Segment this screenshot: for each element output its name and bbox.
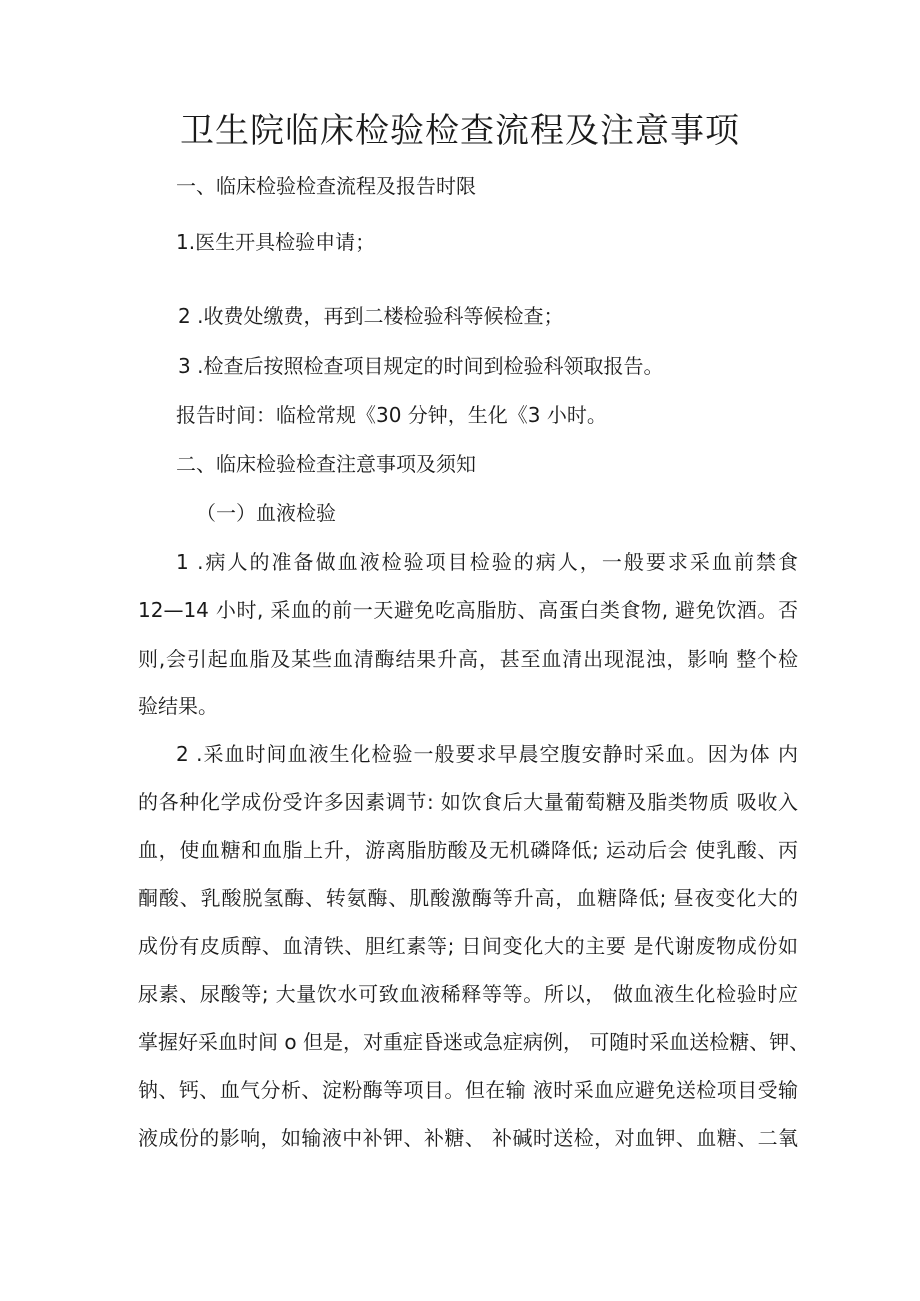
subsection-heading: （一）血液检验	[196, 501, 336, 525]
paragraph-line: 1 .病人的准备做血液检验项目检验的病人，一般要求采血前禁食	[176, 550, 798, 574]
list-item: 1.医生开具检验申请；	[176, 230, 376, 254]
paragraph-line: 2 .采血时间血液生化检验一般要求早晨空腹安静时采血。因为体 内	[176, 742, 798, 766]
list-item: 2 .收费处缴费，再到二楼检验科等候检查；	[178, 304, 564, 328]
paragraph-line: 成份有皮质醇、血清铁、胆红素等; 日间变化大的主要 是代谢废物成份如	[138, 934, 798, 958]
paragraph-line: 的各种化学成份受许多因素调节: 如饮食后大量葡萄糖及脂类物质 吸收入	[138, 790, 798, 814]
paragraph-line: 验结果。	[138, 694, 218, 718]
paragraph-line: 酮酸、乳酸脱氢酶、转氨酶、肌酸激酶等升高，血糖降低; 昼夜变化大的	[138, 886, 798, 910]
section-heading: 一、临床检验检查流程及报告时限	[176, 174, 476, 198]
report-time-text: 报告时间：临检常规《30 分钟，生化《3 小时。	[176, 403, 607, 427]
document-title: 卫生院临床检验检查流程及注意事项	[180, 111, 740, 151]
paragraph-line: 掌握好采血时间 o 但是，对重症昏迷或急症病例， 可随时采血送检糖、钾、	[138, 1030, 810, 1054]
paragraph-line: 12—14 小时, 采血的前一天避免吃高脂肪、高蛋白类食物, 避免饮酒。否	[138, 598, 798, 622]
paragraph-line: 液成份的影响，如输液中补钾、补糖、 补碱时送检，对血钾、血糖、二氧	[138, 1126, 798, 1150]
list-item: 3 .检查后按照检查项目规定的时间到检验科领取报告。	[178, 354, 664, 378]
section-heading: 二、临床检验检查注意事项及须知	[176, 452, 476, 476]
paragraph-line: 血，使血糖和血脂上升，游离脂肪酸及无机磷降低; 运动后会 使乳酸、丙	[138, 838, 798, 862]
paragraph-line: 则,会引起血脂及某些血清酶结果升高，甚至血清出现混浊，影响 整个检	[138, 647, 798, 671]
paragraph-line: 尿素、尿酸等; 大量饮水可致血液稀释等等。所以， 做血液生化检验时应	[138, 982, 798, 1006]
paragraph-line: 钠、钙、血气分析、淀粉酶等项目。但在输 液时采血应避免送检项目受输	[138, 1078, 798, 1102]
